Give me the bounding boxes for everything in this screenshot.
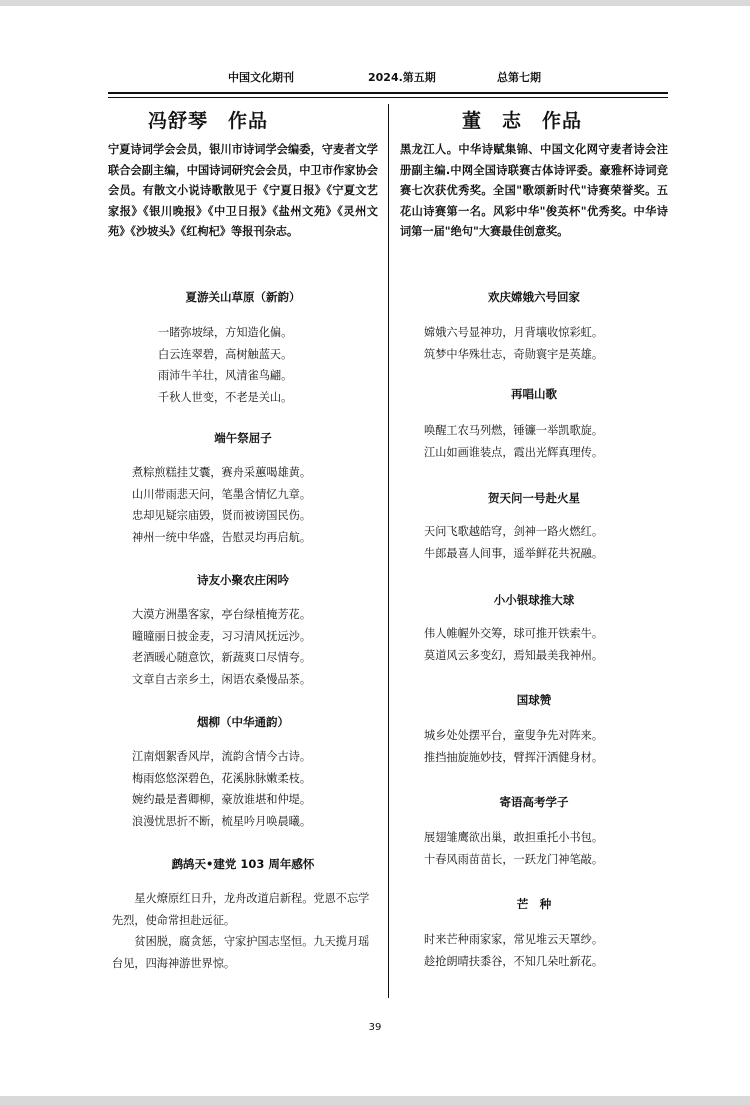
poem-line: 时来芒种雨家家，常见堆云天罩纱。 <box>424 933 604 946</box>
poem-line: 展翅雏鹰欲出巢，敢担重托小书包。 <box>424 831 604 844</box>
poem-stanza: 贫困脱，腐贪惩，守家护国志坚恒。九天揽月瑶台见，四海神游世界惊。 <box>112 935 370 970</box>
right-column <box>400 106 668 968</box>
poem-title: 再唱山歌 <box>511 387 557 401</box>
poem-title: 国球赞 <box>516 693 552 707</box>
issue-number: 2024.第五期 <box>368 71 436 84</box>
poem-title: 芒 种 <box>516 897 552 911</box>
poem-title: 诗友小聚农庄闲吟 <box>197 573 289 587</box>
poem-line: 江山如画谁装点，霞出光辉真理传。 <box>424 445 604 459</box>
poem-line: 千秋人世变，不老是关山。 <box>158 390 293 404</box>
poem-stanza: 星火燎原红日升，龙舟改道启新程。党恩不忘学先烈，使命常担赴远征。 <box>112 892 370 927</box>
poem-title: 端午祭屈子 <box>214 431 272 445</box>
poem-line: 婉约最是耆卿柳，豪放谁堪和仲堤。 <box>132 793 312 806</box>
total-issue: 总第七期 <box>497 71 541 84</box>
header-rule-thick <box>108 92 668 94</box>
page-number: 39 <box>368 1022 382 1033</box>
poem-title: 烟柳（中华通韵） <box>197 715 289 729</box>
poem <box>108 289 378 408</box>
poem-line: 一睹弥坡绿，方知造化偏。 <box>158 326 293 339</box>
poem-line: 天问飞歌越皓穹，剑神一路火燃红。 <box>424 525 604 538</box>
poem <box>400 386 668 463</box>
poem-line: 煮粽煎糕挂艾囊，赛舟采蕙喝雄黄。 <box>132 466 312 479</box>
poem-line: 大漠方洲墨客家，亭台绿植掩芳花。 <box>132 608 312 621</box>
poem-line: 老酒暖心随意饮，新蔬爽口尽情夸。 <box>132 651 312 664</box>
poem-line: 浪漫忧思折不断，梳星吟月唤晨曦。 <box>132 814 312 828</box>
poem-title: 贺天问一号赴火星 <box>488 491 580 505</box>
right-author-title: 董 志 作品 <box>462 110 583 132</box>
poem-line: 文章自古亲乡土，闲语农桑慢品茶。 <box>132 672 312 686</box>
left-author-bio: 宁夏诗词学会会员，银川市诗词学会编委，守麦者文学联合会副主编，中国诗词研究会会员，中卫市作家协会会员。有散文小说诗歌散见于《宁夏日报》《宁夏文艺家报》《银川晚报》《中卫日报》《盐州文苑》《灵州文苑》《沙坡头》《红枸杞》等报刊杂志。 <box>108 143 378 238</box>
poem-line: 牛郎最喜人间事，遥举鲜花共祝融。 <box>424 546 604 560</box>
poem-title: 小小银球推大球 <box>493 593 575 607</box>
poem-line: 梅雨悠悠深碧色，花溪脉脉嫩柔枝。 <box>132 771 312 785</box>
poem-line: 忠却见疑宗庙毁，贤而被谤国民伤。 <box>132 509 312 522</box>
poem-title: 寄语高考学子 <box>499 795 569 809</box>
poem <box>108 714 378 832</box>
poem-line: 伟人帷幄外交筹，球可推开铁索牛。 <box>424 627 604 640</box>
poem-line: 莫道风云多变幻，焉知最美我神州。 <box>424 648 604 662</box>
poem-line: 十春风雨苗苗长，一跃龙门神笔敲。 <box>424 852 604 866</box>
right-author-bio: 黑龙江人。中华诗赋集锦、中国文化网守麦者诗会注册副主编.中网全国诗联赛古体诗评委。豪雅杯诗词竞赛七次获优秀奖。全国"歌颂新时代"诗赛荣誉奖。五花山诗赛第一名。风彩中华"俊英杯"优秀奖。中华诗词第一届"绝句"大赛最佳创意奖。 <box>400 143 668 238</box>
poem-line: 唤醒工农马列燃，锤镰一举凯歌旋。 <box>424 424 604 437</box>
poem <box>108 856 378 974</box>
poem-line: 嫦娥六号显神功，月背壤收惊彩虹。 <box>424 326 604 339</box>
poem <box>108 430 378 548</box>
poem-line: 趁抢朗晴扶黍谷，不知几朵吐新花。 <box>424 954 604 968</box>
left-author-title: 冯舒琴 作品 <box>148 110 269 132</box>
column-divider <box>388 104 389 998</box>
poem <box>400 692 668 768</box>
left-column <box>108 106 378 970</box>
poem <box>108 572 378 690</box>
journal-name: 中国文化期刊 <box>228 71 294 84</box>
poem-line: 曈曈丽日披金麦，习习清风抚远沙。 <box>132 629 312 643</box>
poem-line: 江南烟絮香风岸，流韵含情今古诗。 <box>132 750 312 763</box>
header-rule-thin <box>108 97 668 98</box>
poem <box>400 592 668 666</box>
poem-line: 山川带雨悲天问，笔墨含情忆九章。 <box>132 487 312 501</box>
poem <box>400 794 668 870</box>
poem-line: 推挡抽旋施妙技，臂挥汗洒健身材。 <box>424 750 604 764</box>
poem-line: 雨沛牛羊壮，风清雀鸟翩。 <box>158 369 293 382</box>
poem-line: 神州一统中华盛，告慰灵均再启航。 <box>132 530 312 544</box>
poem-line: 筑梦中华殊壮志，奇勋寰宇是英雄。 <box>424 347 604 361</box>
poem-title: 鹧鸪天•建党 103 周年感怀 <box>171 857 315 871</box>
document-page <box>0 6 750 1096</box>
poem-line: 城乡处处摆平台，童叟争先对阵来。 <box>424 729 604 742</box>
poem-title: 夏游关山草原（新韵） <box>185 290 301 304</box>
poem <box>400 490 668 564</box>
poem-title: 欢庆嫦娥六号回家 <box>488 290 580 304</box>
poem <box>400 896 668 972</box>
poem-line: 白云连翠碧，高树触蓝天。 <box>158 347 293 361</box>
poem <box>400 289 668 365</box>
